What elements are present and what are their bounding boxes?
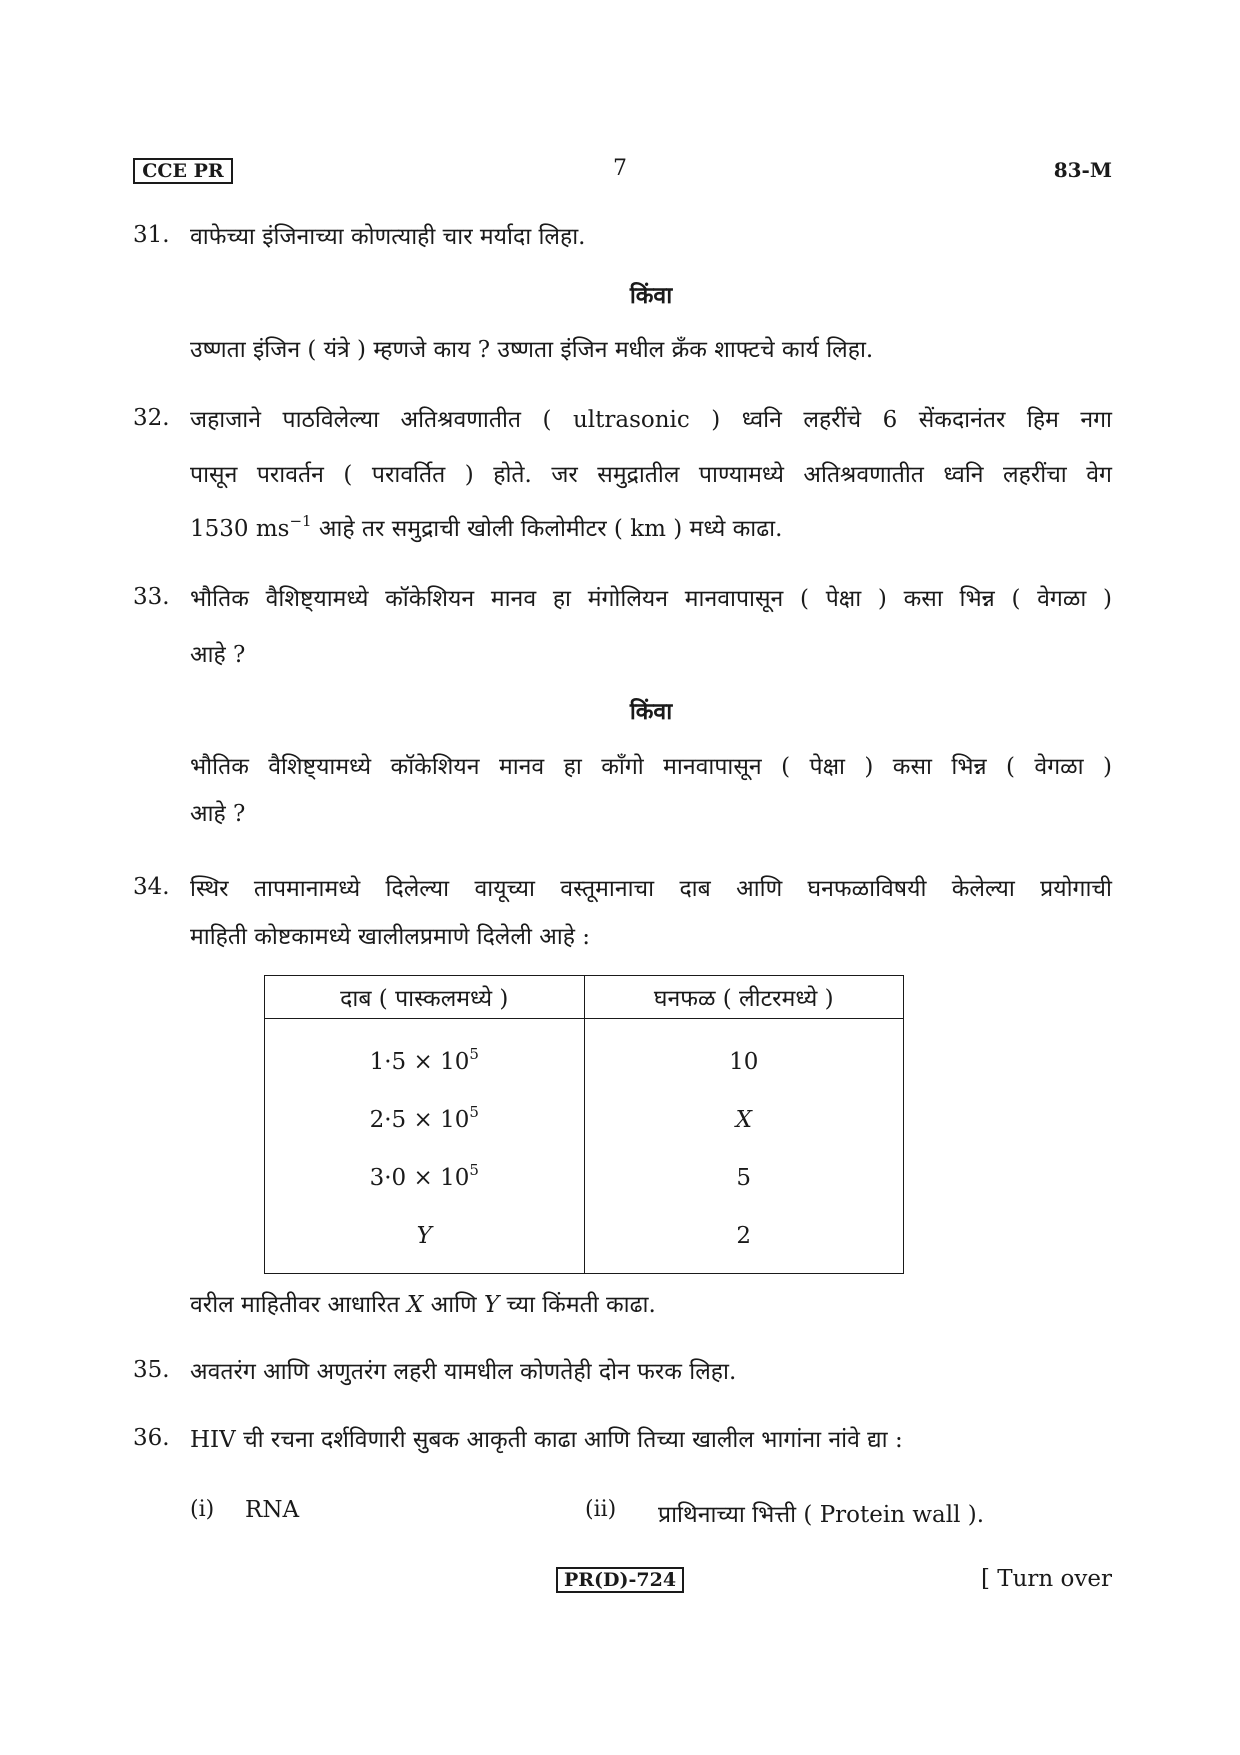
volume-column-header: घनफळ ( लीटरमध्ये ) — [584, 976, 904, 1019]
part-label-ii: (ii) — [585, 1497, 617, 1522]
velocity-unit-exponent: −1 — [289, 512, 312, 530]
part-label-i: (i) — [190, 1497, 215, 1522]
question-33-alt-line-1: भौतिक वैशिष्ट्यामध्ये कॉकेशियन मानव हा काँगो मानवापासून ( पेक्षा ) कसा भिन्न ( वेगळा ) — [190, 754, 1112, 780]
volume-cell: 10 — [584, 1019, 904, 1092]
table-row — [265, 1207, 904, 1274]
velocity-value: 1530 ms — [190, 516, 290, 542]
table-row — [265, 1019, 904, 1092]
question-35-text: अवतरंग आणि अणुतरंग लहरी यामधील कोणतेही दोन फरक लिहा. — [190, 1359, 737, 1385]
pressure-cell: Y — [265, 1207, 585, 1274]
question-31-text: वाफेच्या इंजिनाच्या कोणत्याही चार मर्यादा लिहा. — [190, 224, 586, 250]
part-text-rna: RNA — [245, 1497, 300, 1523]
question-number-32: 32. — [133, 405, 170, 431]
part-text-protein-wall: प्राथिनाच्या भित्ती ( Protein wall ). — [658, 1502, 985, 1528]
table-row — [265, 1149, 904, 1207]
or-separator-33: किंवा — [629, 698, 673, 725]
question-number-31: 31. — [133, 222, 170, 248]
or-separator-31: किंवा — [629, 282, 673, 309]
question-32-line-3 — [190, 514, 1112, 544]
question-33-line-2: आहे ? — [190, 642, 246, 668]
question-number-33: 33. — [133, 584, 170, 610]
volume-cell: 5 — [584, 1149, 904, 1207]
question-number-36: 36. — [133, 1425, 170, 1451]
pressure-column-header: दाब ( पास्कलमध्ये ) — [265, 976, 585, 1019]
page-number: 7 — [613, 156, 627, 181]
volume-cell: 2 — [584, 1207, 904, 1274]
question-34-line-1: स्थिर तापमानामध्ये दिलेल्या वायूच्या वस्तूमानाचा दाब आणि घनफळाविषयी केलेल्या प्रयोगाची — [190, 876, 1112, 902]
paper-code: 83-M — [1053, 158, 1112, 182]
header-code-box: CCE PR — [133, 158, 233, 184]
volume-cell: X — [584, 1091, 904, 1149]
pressure-volume-table — [264, 975, 904, 1274]
table-row — [265, 1091, 904, 1149]
turn-over-note: [ Turn over — [980, 1566, 1112, 1592]
variable-x: X — [406, 1292, 424, 1318]
question-31-alt-text: उष्णता इंजिन ( यंत्रे ) म्हणजे काय ? उष्णता इंजिन मधील क्रँक शाफ्टचे कार्य लिहा. — [190, 337, 874, 363]
question-number-35: 35. — [133, 1357, 170, 1383]
table-header-row — [265, 976, 904, 1019]
question-34-instruction: वरील माहितीवर आधारित X आणि Y च्या किंमती काढा. — [190, 1292, 656, 1318]
variable-y: Y — [484, 1292, 500, 1318]
pressure-cell: $1\cdot 5 \times 10^5$ — [265, 1019, 585, 1092]
question-32-line-3-rest: आहे तर समुद्राची खोली किलोमीटर ( km ) मध्ये काढा. — [311, 516, 783, 542]
pressure-cell: $3\cdot 0 \times 10^5$ — [265, 1149, 585, 1207]
pressure-cell: $2\cdot 5 \times 10^5$ — [265, 1091, 585, 1149]
question-36-text: HIV ची रचना दर्शविणारी सुबक आकृती काढा आणि तिच्या खालील भागांना नांवे द्या : — [190, 1427, 903, 1453]
question-32-line-1: जहाजाने पाठविलेल्या अतिश्रवणातीत ( ultrasonic ) ध्वनि लहरींचे 6 सेंकदानंतर हिम नगा — [190, 407, 1112, 433]
question-number-34: 34. — [133, 874, 170, 900]
question-32-line-2: पासून परावर्तन ( परावर्तित ) होते. जर समुद्रातील पाण्यामध्ये अतिश्रवणातीत ध्वनि लहरींचा वेग — [190, 462, 1112, 488]
question-33-alt-line-2: आहे ? — [190, 801, 246, 827]
question-34-line-2: माहिती कोष्टकामध्ये खालीलप्रमाणे दिलेली आहे : — [190, 924, 591, 950]
footer-code-box: PR(D)-724 — [556, 1567, 684, 1593]
question-33-line-1: भौतिक वैशिष्ट्यामध्ये कॉकेशियन मानव हा मंगोलियन मानवापासून ( पेक्षा ) कसा भिन्न ( वेगळा ) — [190, 586, 1112, 612]
